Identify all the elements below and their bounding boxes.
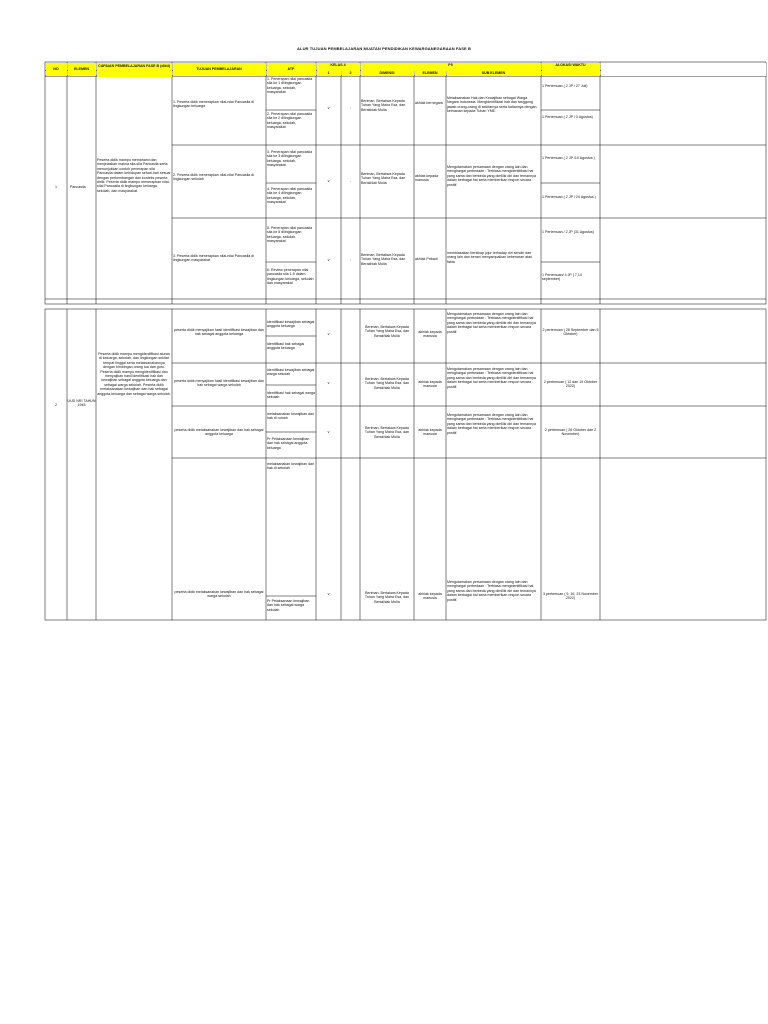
section2-row1-atp2: identifikasi hak sebagai anggota keluarga — [267, 342, 305, 351]
section2-row2-dimensi: Beriman, Bertakwa Kepada Tuhan Yang Maha Esa, dan Berakhlak Mulia — [364, 377, 410, 390]
section2-row1-sub: Mengutamakan persamaan dengan orang lain dan menghargai perbedaan : Terbiasa mengidentifikasi hal yang sama dan berbeda yang dimiliki diri dan temannya dalam berbagai hal serta memberikan respon secara positif. — [447, 312, 536, 334]
section1-row3-tujuan: 3. Peserta didik menerapkan nilai-nilai Pancasila di lingkungan masyarakat — [173, 254, 255, 263]
section1-no: 1 — [55, 185, 57, 189]
section2-elemen: UUD NRI TAHUN 1945 — [67, 399, 96, 408]
section2-row4-alokasi: 3 pertemuan ( 9, 16, 23 November 2022) — [543, 592, 598, 601]
section1-row3-alokasi2: 1 Pertemuan/ 4 JP ( 7,14 september) — [542, 273, 582, 282]
section2-row1-tujuan: peserta didik menyajikan hasil identifikasi kewajiban dan hak sebagai anggota keluarga — [174, 328, 264, 337]
section2-row2-alokasi: 2 pertemuan ( 12 dan 19 Oktober 2022) — [543, 380, 598, 389]
section2-row2-elemen: akhlak kepada manusia — [418, 380, 442, 389]
section1-row1-k1: v — [327, 106, 330, 110]
header-tujuan: TUJUAN PEMBELAJARAN — [173, 63, 266, 76]
section2-row1-k1: v — [327, 332, 330, 336]
header-no: NO — [46, 63, 67, 76]
section1-row3-k1: v — [327, 258, 330, 262]
section2-row3-atp2: Pr Pelaksanaan kewajiban dan hak sebagai anggota keluarga — [267, 437, 310, 450]
section1-row2-atp2: 4. Penerapan nilai pancasila sila ke 4 dilingkungan keluarga, sekolah, masyarakat — [267, 187, 313, 205]
section2-row2-sub: Mengutamakan persamaan dengan orang lain dan menghargai perbedaan : Terbiasa mengidentifikasi hal yang sama dan berbeda yang dimiliki diri dan temannya dalam berbagai hal serta memberikan respon secara positif. — [447, 367, 536, 389]
section1-elemen: Pancasila — [70, 185, 86, 189]
header-atp: ATP — [267, 63, 316, 76]
section2-row3-atp1: melaksanakan kewajiban dan hak di rumah — [267, 412, 315, 421]
section2-row4-dimensi: Beriman, Bertakwa Kepada Tuhan Yang Maha Esa, dan Berakhlak Mulia — [364, 591, 410, 604]
section2-row3-alokasi: 2 pertemuan ( 26 Oktober dan 2 November) — [544, 428, 597, 437]
section1-row3-sub: membiasakan bersikap jujur terhadap diri sendiri dan orang lain dan berani menyampaikan kebenaran atau fakta — [447, 251, 533, 264]
section2-row2-atp2: identifikasi hak sebagai warga sekolah — [267, 391, 315, 400]
section2-row2-atp1: identifikasi kewajiban sebagai warga sekolah — [267, 368, 315, 377]
section1-row2-atp1: 3. Penerapan nilai pancasila sila ke 3 dilingkungan keluarga, sekolah, masyarakat — [267, 150, 313, 168]
header-capaian: CAPAIAN PEMBELAJARAN FASE B (dikti) — [97, 63, 172, 77]
header-sub-elemen: SUB ELEMEN — [447, 71, 541, 76]
section1-row2-elemen: akhlak kepada manusia — [415, 174, 439, 183]
header-dimensi: DIMENSI — [361, 71, 414, 76]
header-kelas-1: 1 — [317, 71, 341, 76]
section1-row1-atp2: 2. Penerapan nilai pancasila sila ke 2 dilingkungan keluarga, sekolah, masyarakat — [267, 112, 313, 130]
section1-row3-atp1: 5. Penerapan nilai pancasila sila ke 5 dilingkungan keluarga, sekolah, masyarakat — [267, 226, 313, 244]
header-elemen: ELEMEN — [68, 63, 96, 76]
header-kelas-2: 2 — [342, 71, 360, 76]
section1-row2-k2: - — [349, 179, 352, 183]
section1-row3-dimensi: Beriman, Bertakwa Kepada Tuhan Yang Maha Esa, dan Berakhlak Mulia — [361, 253, 406, 266]
section2-no: 2 — [55, 403, 57, 407]
section1-row3-k2: - — [349, 258, 352, 262]
section2-row3-k1: v — [327, 430, 330, 434]
header-alokasi: ALOKASI WAKTU — [542, 63, 600, 76]
section1-row1-sub: Melaksanakan Hak dan Kewajiban sebagai Warga Negara Indonesia. Mengidentifikasi hak dan tanggung jawab orang-orang di sekitarnya serta kaitannya dengan keimanan kepada Tuhan YME. — [447, 96, 537, 114]
section2-row2-tujuan: peserta didik menyajikan hasil identifikasi kewajiban dan hak sebagai warga sekolah — [174, 379, 264, 388]
section1-row1-atp1: 1. Penerapan nilai pancasila sila ke 1 dilingkungan keluarga, sekolah, masyarakat — [267, 77, 313, 95]
section1-row2-alokasi1: 1 Pertemuan ( 2 JP /10 Agustus ) — [542, 156, 595, 160]
section1-row2-dimensi: Beriman, Bertakwa Kepada Tuhan Yang Maha Esa, dan Berakhlak Mulia — [361, 172, 406, 185]
section2-row3-dimensi: Beriman, Bertakwa Kepada Tuhan Yang Maha Esa, dan Berakhlak Mulia — [364, 426, 410, 439]
section1-row1-k2: - — [349, 106, 352, 110]
section2-row4-atp1: melaksanakan kewajiban dan hak di sekolah — [267, 462, 315, 471]
section2-row4-tujuan: peserta didik melaksanakan kewajiban dan hak sebagai warga sekolah — [174, 590, 264, 599]
section1-row1-alokasi1: 1 Pertemuan ( 2 JP / 27 Juli) — [542, 84, 588, 88]
section2-row4-elemen: akhlak kepada manusia — [418, 592, 442, 601]
header-empty — [601, 63, 766, 76]
section2-row3-sub: Mengutamakan persamaan dengan orang lain dan menghargai perbedaan : Terbiasa mengidentifikasi hal yang sama dan berbeda yang dimiliki diri dan temannya dalam berbagai hal serta memberikan respon secara positif. — [447, 413, 536, 435]
section1-row3-alokasi1: 1 Pertemuan / 2 JP (31 Agustus) — [542, 230, 594, 234]
section2-row2-k1: v — [327, 381, 330, 385]
section2-row3-tujuan: peserta didik melaksanakan kewajiban dan hak sebagai anggota keluarga — [174, 428, 264, 437]
section1-row2-tujuan: 2. Peserta didik menerapkan nilai-nilai Pancasila di lingkungan sekolah — [173, 173, 255, 182]
section1-row2-sub: Mengutamakan persamaan dengan orang lain dan menghargai perbedaan : Terbiasa mengidentifikasi hal yang sama dan berbeda yang dimiliki diri dan temannya dalam berbagai hal serta memberikan respon secara positif. — [447, 165, 536, 187]
document-title: ALUR TUJUAN PEMBELAJARAN MUATAN PENDIDIKAN KEWARGANEGARAAN FASE B — [297, 46, 471, 51]
header-p5: P5 — [361, 63, 541, 71]
section2-row1-dimensi: Beriman, Bertakwa Kepada Tuhan Yang Maha Esa, dan Berakhlak Mulia — [364, 325, 410, 338]
section1-row1-elemen: akhlak bernegara — [415, 101, 443, 105]
section1-row3-elemen: akhlak Pribadi — [415, 257, 438, 261]
section2-capaian: Peserta didik mampu mengidentifikasi aturan di keluarga, sekolah, dan lingkungan sekitar tempat tinggal serta melaksanakannya dengan bimbingan orang tua dan guru. Peserta didik mampu mengidentifikasi dan menyajikan hasil identifikasi hak dan kewajiban sebagai anggota keluarga dan sebagai warga sekolah. Peserta didik melaksanakan kewajiban dan hak sebagai anggota keluarga dan sebagai warga sekolah. — [97, 352, 171, 396]
section1-row1-dimensi: Beriman, Bertakwa Kepada Tuhan Yang Maha Esa, dan Berakhlak Mulia — [361, 99, 406, 112]
section2-row1-elemen: akhlak kepada manusia — [418, 330, 442, 339]
section2-row3-elemen: akhlak kepada manusia — [418, 428, 442, 437]
header-elemen-p5: ELEMEN — [415, 71, 446, 76]
section2-row4-k1: v — [327, 592, 330, 596]
section1-row1-tujuan: 1. Peserta didik menerapkan nilai-nilai Pancasila di lingkungan keluarga — [173, 100, 255, 109]
section2-row1-alokasi: 2 pertemuan ( 28 September dan 5 Oktober) — [542, 328, 599, 337]
section2-row4-atp2: Pr Pelaksanaan kewajiban dan hak sebagai warga sekolah — [267, 599, 310, 612]
section2-row4-sub: Mengutamakan persamaan dengan orang lain dan menghargai perbedaan : Terbiasa mengidentifikasi hal yang sama dan berbeda yang dimiliki diri dan temannya dalam berbagai hal serta memberikan respon secara positif. — [447, 580, 536, 602]
section1-row2-alokasi2: 1 Pertemuan ( 2 JP / 24 Agustus ) — [542, 195, 596, 199]
section1-row3-atp2: 6. Review penerapan nilai pancasila sila 1-5 dalam lingkungan keluarga, sekolah dan masyarakat — [267, 268, 314, 286]
section1-capaian: Peserta didik mampu memahami dan menjelaskan makna sila-sila Pancasila serta menunjukkan contoh penerapan sila Pancasila dalam kehidupan sehari-hari sesuai dengan perkembangan dan konteks peserta didik. Peserta didik mampu menerapkan nilai-nilai Pancasila di lingkungan keluarga, sekolah, dan masyarakat. — [97, 158, 171, 193]
section1-row2-k1: v — [327, 179, 330, 183]
header-kelas: KELAS 4 — [317, 63, 360, 71]
section1-row1-alokasi2: 1 Pertemuan ( 2 JP / 3 Agustus) — [542, 115, 593, 119]
section2-row1-atp1: identifikasi kewajiban sebagai anggota keluarga — [267, 320, 315, 329]
